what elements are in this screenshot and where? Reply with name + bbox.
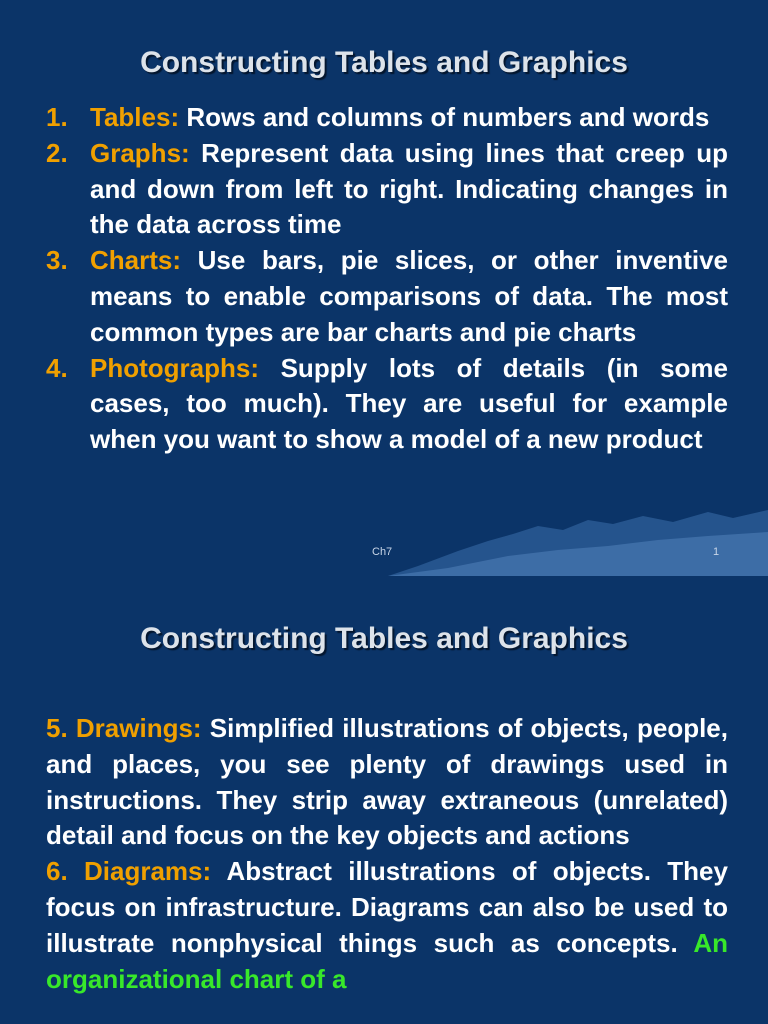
- item-text: Abstract illustrations of objects. They focus on infrastructure. Diagrams can also be used to illustrate nonphysical things such as concepts.: [46, 856, 728, 958]
- content-list: [46, 100, 728, 458]
- highlight-text: An organizational chart of a: [46, 927, 729, 994]
- item-text: Rows and columns of numbers and words: [186, 102, 710, 132]
- footer-chapter: Ch7: [372, 546, 393, 558]
- paragraph-diagrams: [46, 854, 728, 997]
- item-text: Use bars, pie slices, or other inventive means to enable comparisons of data. The most common types are bar charts and pie charts: [90, 245, 728, 347]
- item-label: Photographs:: [90, 352, 259, 383]
- item-label: Charts:: [90, 245, 182, 276]
- item-label: 6. Diagrams:: [46, 856, 212, 887]
- item-text: Simplified illustrations of objects, people, and places, you see plenty of drawings used in instructions. They strip away extraneous (unrelated) detail and focus on the key objects and actions: [46, 713, 728, 851]
- list-item-graphs: [46, 136, 728, 243]
- list-item-charts: [46, 243, 728, 350]
- item-text: Supply lots of details (in some cases, too much). They are useful for example when you want to show a model of a new product: [90, 352, 728, 455]
- item-label: 5. Drawings:: [46, 713, 202, 743]
- item-number: 1.: [46, 102, 68, 132]
- footer-page-number: 1: [713, 546, 720, 558]
- mountain-decoration: [388, 506, 768, 576]
- item-number: 4.: [46, 352, 68, 383]
- list-item-tables: [46, 100, 728, 136]
- item-label: Graphs:: [90, 137, 190, 168]
- slide-title: Constructing Tables and Graphics: [140, 46, 628, 79]
- item-label: Tables:: [90, 102, 180, 132]
- slide-title: Constructing Tables and Graphics: [140, 622, 628, 655]
- paragraph-drawings: [46, 711, 728, 854]
- item-text: Represent data using lines that creep up and down from left to right. Indicating changes in the data across time: [90, 137, 728, 240]
- item-number: 3.: [46, 245, 68, 276]
- item-number: 2.: [46, 137, 68, 168]
- content-paragraphs: [46, 711, 728, 997]
- slide-2: [0, 576, 768, 1024]
- list-item-photographs: [46, 351, 728, 458]
